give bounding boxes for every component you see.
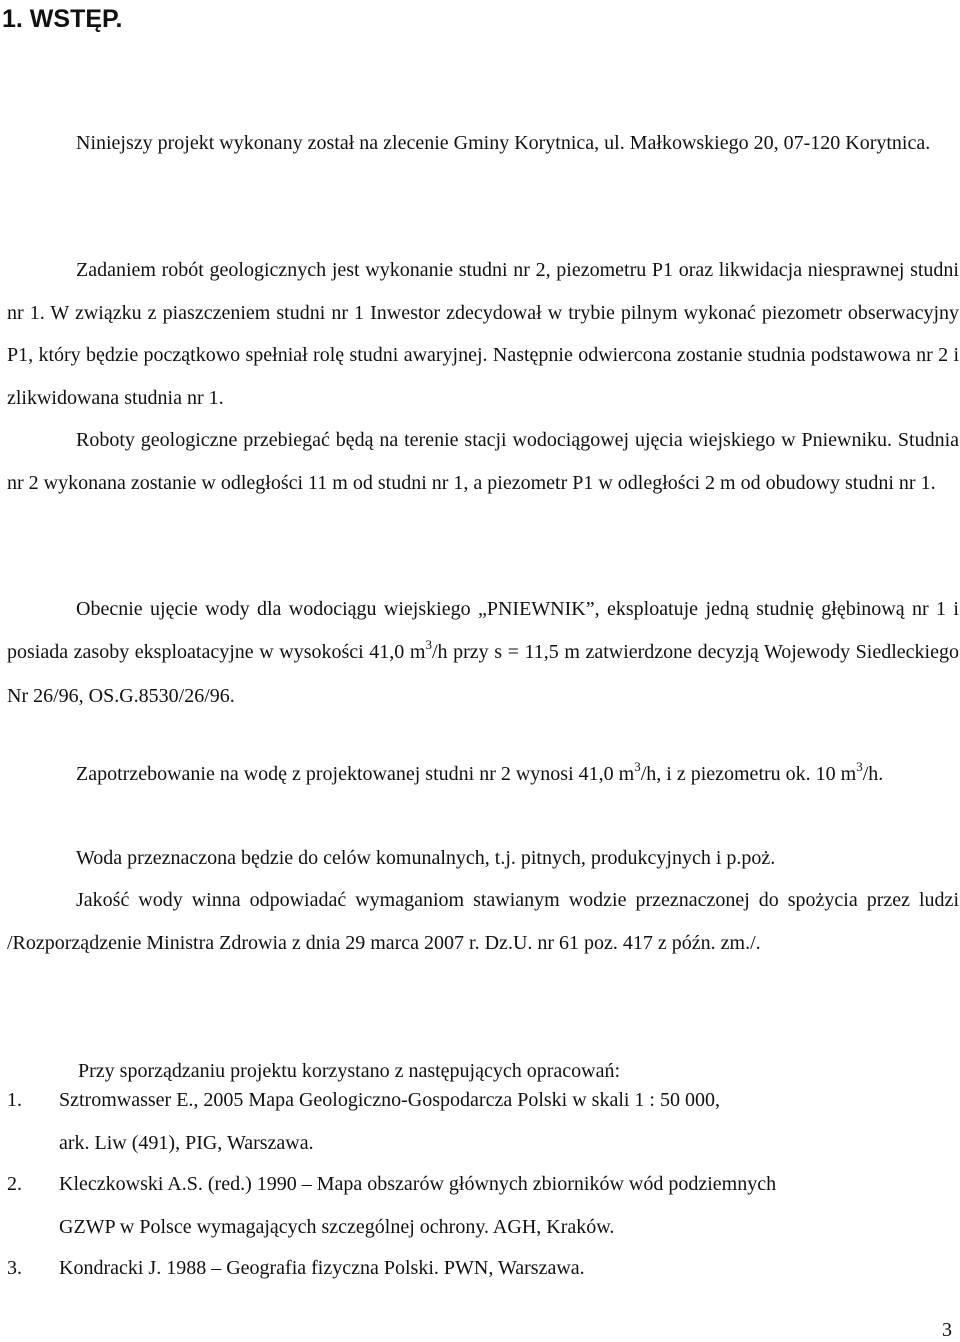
reference-line: ark. Liw (491), PIG, Warszawa. [59,1131,314,1154]
reference-text [59,1163,939,1248]
paragraph-demand-text-a: Zapotrzebowanie na wodę z projektowanej studni nr 2 wynosi 41,0 m [76,763,635,785]
superscript-3: 3 [856,759,863,774]
reference-line: GZWP w Polsce wymagających szczególnej ochrony. AGH, Kraków. [59,1215,615,1238]
superscript-3: 3 [634,759,641,774]
paragraph-demand-text-b: /h, i z piezometru ok. 10 m [640,763,857,785]
paragraph-water-quality: Jakość wody winna odpowiadać wymaganiom stawianym wodzie przeznaczonej do spożycia przez ludzi /Rozporządzenie Ministra Zdrowia z dnia 29 marca 2007 r. Dz.U. nr 61 poz. 417 z późn. zm./. [7,889,959,954]
section-heading: 1. WSTĘP. [2,5,123,33]
reference-line: Kondracki J. 1988 – Geografia fizyczna Polski. PWN, Warszawa. [59,1257,585,1279]
reference-text [59,1247,939,1290]
paragraph-water-purpose: Woda przeznaczona będzie do celów komunalnych, t.j. pitnych, produkcyjnych i p.poż. [76,847,776,869]
paragraph-scope: Zadaniem robót geologicznych jest wykonanie studni nr 2, piezometru P1 oraz likwidacja niesprawnej studni nr 1. W związku z piaszczeniem studni nr 1 Inwestor zdecydował w trybie pilnym wykonać piezometr obserwacyjny P1, który będzie początkowo spełniał rolę studni awaryjnej. Następnie odwiercona zostanie studnia podstawowa nr 2 i zlikwidowana studnia nr 1. [7,259,959,409]
reference-number: 3. [7,1257,22,1279]
paragraph-location: Roboty geologiczne przebiegać będą na terenie stacji wodociągowej ujęcia wiejskiego w Pniewniku. Studnia nr 2 wykonana zostanie w odległości 11 m od studni nr 1, a piezometr P1 w odległości 2 m od obudowy studni nr 1. [7,429,959,494]
paragraph-current-intake [7,588,959,718]
paragraph-demand-text-c: /h. [862,763,884,785]
paragraph-demand [7,753,959,798]
reference-number: 2. [7,1173,22,1195]
references-intro: Przy sporządzaniu projektu korzystano z następujących opracowań: [78,1060,621,1082]
page-number: 3 [942,1319,952,1341]
reference-line: Sztromwasser E., 2005 Mapa Geologiczno-Gospodarcza Polski w skali 1 : 50 000, [59,1089,720,1111]
reference-text [59,1079,939,1164]
paragraph-current-intake-text-a: Obecnie ujęcie wody dla wodociągu wiejskiego „PNIEWNIK”, eksploatuje jedną studnię głębinową nr 1 i posiada zasoby eksploatacyjne w wysokości 41,0 m [7,598,959,663]
paragraph-current-intake-text-b: /h przy s = 11,5 m zatwierdzone decyzją Wojewody Siedleckiego Nr 26/96, OS.G.8530/26/96. [7,640,959,707]
superscript-3: 3 [425,636,432,652]
paragraph-commission: Niniejszy projekt wykonany został na zlecenie Gminy Korytnica, ul. Małkowskiego 20, 07-120 Korytnica. [76,132,931,154]
reference-number: 1. [7,1089,22,1111]
reference-line: Kleczkowski A.S. (red.) 1990 – Mapa obszarów głównych zbiorników wód podziemnych [59,1173,777,1195]
